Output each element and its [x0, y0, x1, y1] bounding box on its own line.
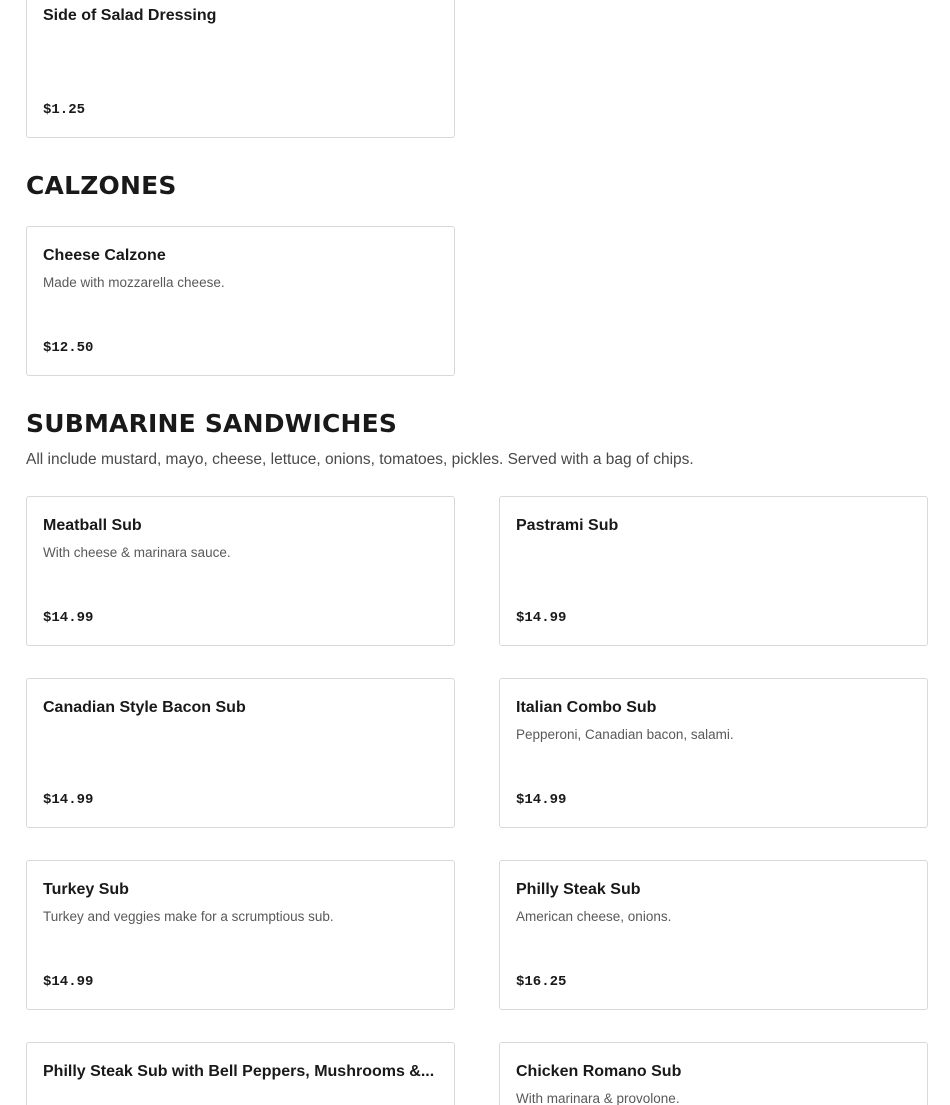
menu-item-card[interactable]: [26, 1042, 455, 1105]
menu-item-card[interactable]: [499, 496, 928, 646]
menu-item-price: $16.25: [516, 974, 567, 990]
menu-item-price: $1.25: [43, 102, 86, 118]
menu-item-description: Pepperoni, Canadian bacon, salami.: [516, 727, 734, 742]
menu-item-price: $14.99: [43, 974, 94, 990]
section-title: CALZONES: [26, 171, 177, 200]
menu-item-name: Turkey Sub: [43, 881, 129, 898]
menu-item-name: Cheese Calzone: [43, 247, 166, 264]
menu-item-description: With cheese & marinara sauce.: [43, 545, 231, 560]
menu-item-name: Philly Steak Sub with Bell Peppers, Mushrooms &...: [43, 1063, 435, 1080]
menu-item-card[interactable]: [499, 678, 928, 828]
menu-item-name: Side of Salad Dressing: [43, 7, 217, 24]
menu-item-name: Chicken Romano Sub: [516, 1063, 682, 1080]
menu-item-card[interactable]: [26, 0, 455, 138]
menu-item-name: Canadian Style Bacon Sub: [43, 699, 246, 716]
menu-item-card[interactable]: [26, 678, 455, 828]
menu-item-name: Meatball Sub: [43, 517, 142, 534]
menu-item-price: $14.99: [516, 610, 567, 626]
menu-item-name: Philly Steak Sub: [516, 881, 641, 898]
menu-item-price: $14.99: [43, 792, 94, 808]
menu-item-description: Turkey and veggies make for a scrumptious sub.: [43, 909, 334, 924]
menu-item-card[interactable]: [499, 860, 928, 1010]
section-title: SUBMARINE SANDWICHES: [26, 409, 398, 438]
menu-item-price: $14.99: [516, 792, 567, 808]
menu-item-description: American cheese, onions.: [516, 909, 672, 924]
menu-item-card[interactable]: [26, 860, 455, 1010]
menu-item-card[interactable]: [499, 1042, 928, 1105]
menu-item-card[interactable]: [26, 496, 455, 646]
menu-item-price: $12.50: [43, 340, 94, 356]
section-description: All include mustard, mayo, cheese, lettuce, onions, tomatoes, pickles. Served with a bag of chips.: [26, 451, 694, 468]
menu-item-description: Made with mozzarella cheese.: [43, 275, 225, 290]
menu-item-card[interactable]: [26, 226, 455, 376]
menu-item-name: Pastrami Sub: [516, 517, 619, 534]
menu-item-name: Italian Combo Sub: [516, 699, 657, 716]
menu-item-price: $14.99: [43, 610, 94, 626]
menu-item-description: With marinara & provolone.: [516, 1091, 680, 1105]
